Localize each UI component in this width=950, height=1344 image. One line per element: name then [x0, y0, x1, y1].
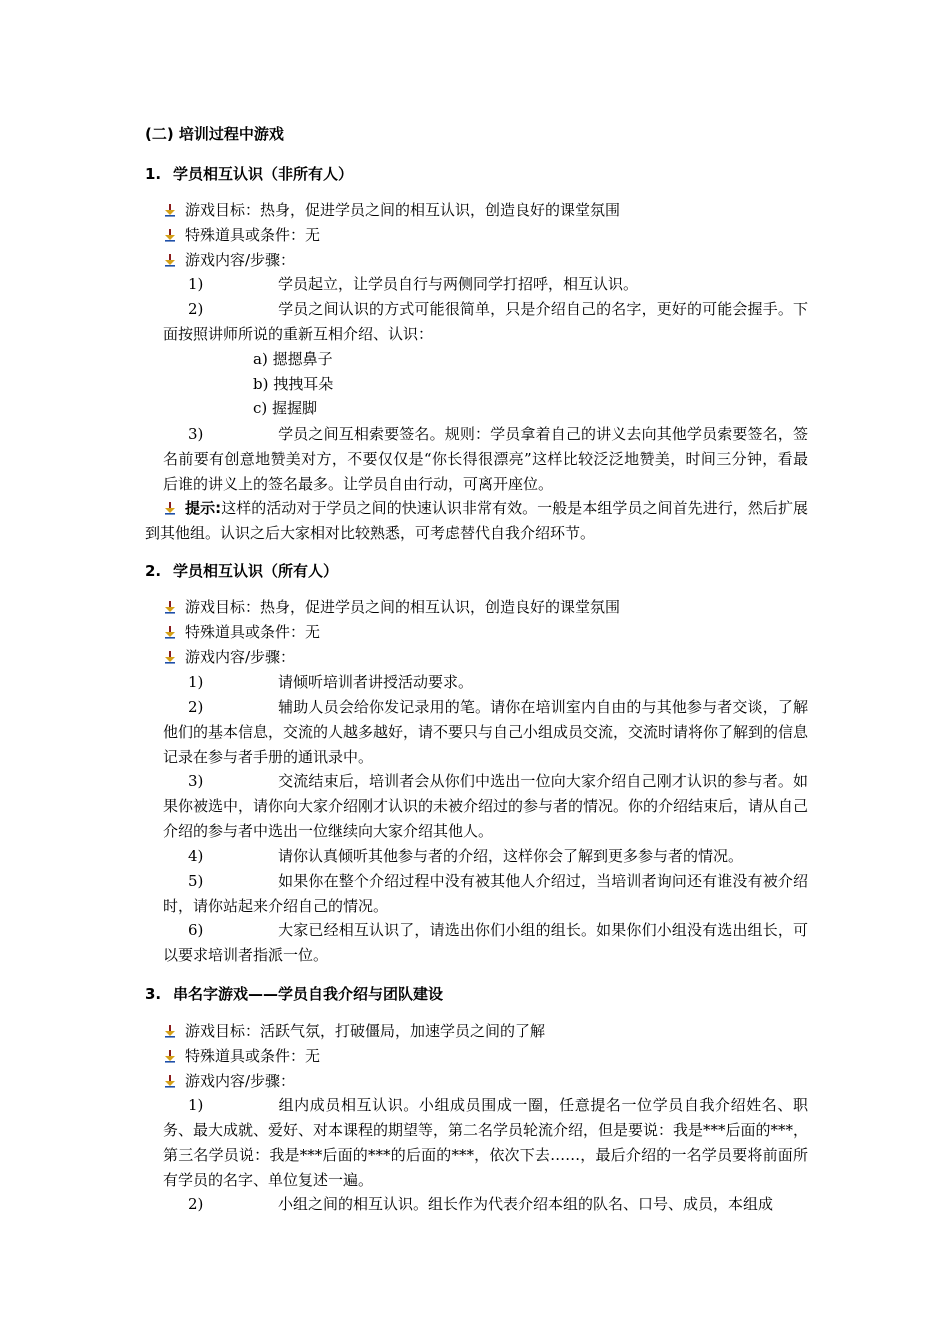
step-number: 1) [188, 275, 204, 293]
step-text: 小组之间的相互认识。组长作为代表介绍本组的队名、口号、成员，本组成 [278, 1195, 774, 1213]
sub-item: b) 拽拽耳朵 [253, 375, 334, 393]
step-text: 交流结束后，培训者会从你们中选出一位向大家介绍自己刚才认识的参与者。如果你被选中，请你向大家介绍刚才认识的未被介绍过的参与者的情况。你的介绍结束后，请从自己介绍的参与者中选出一位继续向大家介绍其他人。 [163, 772, 809, 840]
game-title: 学员相互认识（非所有人） [173, 165, 354, 183]
arrow-down-bullet-icon [163, 1074, 177, 1088]
game-number: 2. [145, 562, 162, 580]
bullet-steps [163, 250, 295, 270]
step-number: 4) [188, 847, 204, 865]
arrow-down-bullet-icon [163, 228, 177, 242]
step-text: 大家已经相互认识了，请选出你们小组的组长。如果你们小组没有选出组长，可以要求培训者指派一位。 [163, 921, 808, 964]
goal-label: 游戏目标： [185, 201, 261, 219]
props-text: 无 [305, 623, 321, 641]
bullet-steps [163, 1071, 295, 1091]
step-text: 辅助人员会给你发记录用的笔。请你在培训室内自由的与其他参与者交谈，了解他们的基本信息，交流的人越多越好，请不要只与自己小组成员交流，交流时请将你了解到的信息记录在参与者手册的通讯录中。 [163, 698, 809, 766]
arrow-down-bullet-icon [163, 203, 177, 217]
arrow-down-bullet-icon [163, 253, 177, 267]
step-number: 3) [188, 425, 204, 443]
props-label: 特殊道具或条件： [185, 623, 306, 641]
props-text: 无 [305, 226, 321, 244]
step-number: 5) [188, 872, 204, 890]
props-text: 无 [305, 1047, 321, 1065]
game-number: 3. [145, 985, 162, 1003]
step-item [163, 670, 808, 695]
step-number: 3) [188, 772, 204, 790]
sub-item: a) 摁摁鼻子 [253, 350, 333, 368]
goal-label: 游戏目标： [185, 598, 261, 616]
step-text: 请你认真倾听其他参与者的介绍，这样你会了解到更多参与者的情况。 [278, 847, 744, 865]
step-number: 1) [188, 1096, 204, 1114]
step-text: 学员之间互相索要签名。规则：学员拿着自己的讲义去向其他学员索要签名，签名前要有创意地赞美对方，不要仅仅是“你长得很漂亮”这样比较泛泛地赞美，时间三分钟，看最后谁的讲义上的签名最多。让学员自由行动，可离开座位。 [163, 425, 808, 493]
game-title: 串名字游戏——学员自我介绍与团队建设 [173, 985, 444, 1003]
sub-item: c) 握握脚 [253, 399, 318, 417]
goal-label: 游戏目标： [185, 1022, 261, 1040]
step-item [163, 1093, 808, 1193]
step-number: 2) [188, 698, 204, 716]
step-item [163, 769, 808, 844]
step-item [163, 272, 808, 297]
step-item [163, 422, 808, 497]
step-item [163, 869, 808, 919]
bullet-goal [163, 597, 620, 617]
props-label: 特殊道具或条件： [185, 1047, 306, 1065]
step-number: 2) [188, 300, 204, 318]
game-heading [145, 984, 443, 1004]
step-item [163, 918, 808, 968]
step-text: 如果你在整个介绍过程中没有被其他人介绍过，当培训者询问还有谁没有被介绍时，请你站起来介绍自己的情况。 [163, 872, 808, 915]
game-title: 学员相互认识（所有人） [173, 562, 339, 580]
tip-text: 这样的活动对于学员之间的快速认识非常有效。一般是本组学员之间首先进行，然后扩展到其他组。认识之后大家相对比较熟悉，可考虑替代自我介绍环节。 [145, 499, 808, 542]
arrow-down-bullet-icon [163, 650, 177, 664]
game-heading [145, 164, 353, 184]
game-heading [145, 561, 338, 581]
step-text: 组内成员相互认识。小组成员围成一圈，任意提名一位学员自我介绍姓名、职务、最大成就、爱好、对本课程的期望等，第二名学员轮流介绍，但是要说：我是***后面的***，第三名学员说：我是***后面的***的后面的***，依次下去……，最后介绍的一名学员要将前面所有学员的名字、单位复述一遍。 [163, 1096, 809, 1189]
bullet-steps [163, 647, 295, 667]
bullet-props [163, 622, 320, 642]
step-text: 学员起立，让学员自行与两侧同学打招呼，相互认识。 [278, 275, 639, 293]
bullet-goal [163, 200, 620, 220]
tip-paragraph [145, 496, 808, 546]
step-number: 1) [188, 673, 204, 691]
goal-text: 热身，促进学员之间的相互认识，创造良好的课堂氛围 [260, 201, 621, 219]
bullet-props [163, 225, 320, 245]
tip-label: 提示: [185, 499, 222, 517]
step-text: 请倾听培训者讲授活动要求。 [278, 673, 474, 691]
arrow-down-bullet-icon [163, 1049, 177, 1063]
props-label: 特殊道具或条件： [185, 226, 306, 244]
bullet-props [163, 1046, 320, 1066]
step-item [163, 844, 808, 869]
step-item [163, 695, 808, 770]
arrow-down-bullet-icon [163, 1024, 177, 1038]
step-item [163, 297, 808, 347]
step-number: 6) [188, 921, 204, 939]
steps-label: 游戏内容/步骤： [185, 648, 296, 666]
section-title: (二) 培训过程中游戏 [145, 125, 284, 143]
arrow-down-bullet-icon [163, 600, 177, 614]
steps-label: 游戏内容/步骤： [185, 1072, 296, 1090]
step-number: 2) [188, 1195, 204, 1213]
goal-text: 热身，促进学员之间的相互认识，创造良好的课堂氛围 [260, 598, 621, 616]
bullet-goal [163, 1021, 545, 1041]
steps-label: 游戏内容/步骤： [185, 251, 296, 269]
step-item [163, 1192, 808, 1217]
arrow-down-bullet-icon [163, 625, 177, 639]
goal-text: 活跃气氛，打破僵局，加速学员之间的了解 [260, 1022, 546, 1040]
game-number: 1. [145, 165, 162, 183]
arrow-down-bullet-icon [163, 501, 177, 515]
step-text: 学员之间认识的方式可能很简单，只是介绍自己的名字，更好的可能会握手。下面按照讲师所说的重新互相介绍、认识： [163, 300, 808, 343]
